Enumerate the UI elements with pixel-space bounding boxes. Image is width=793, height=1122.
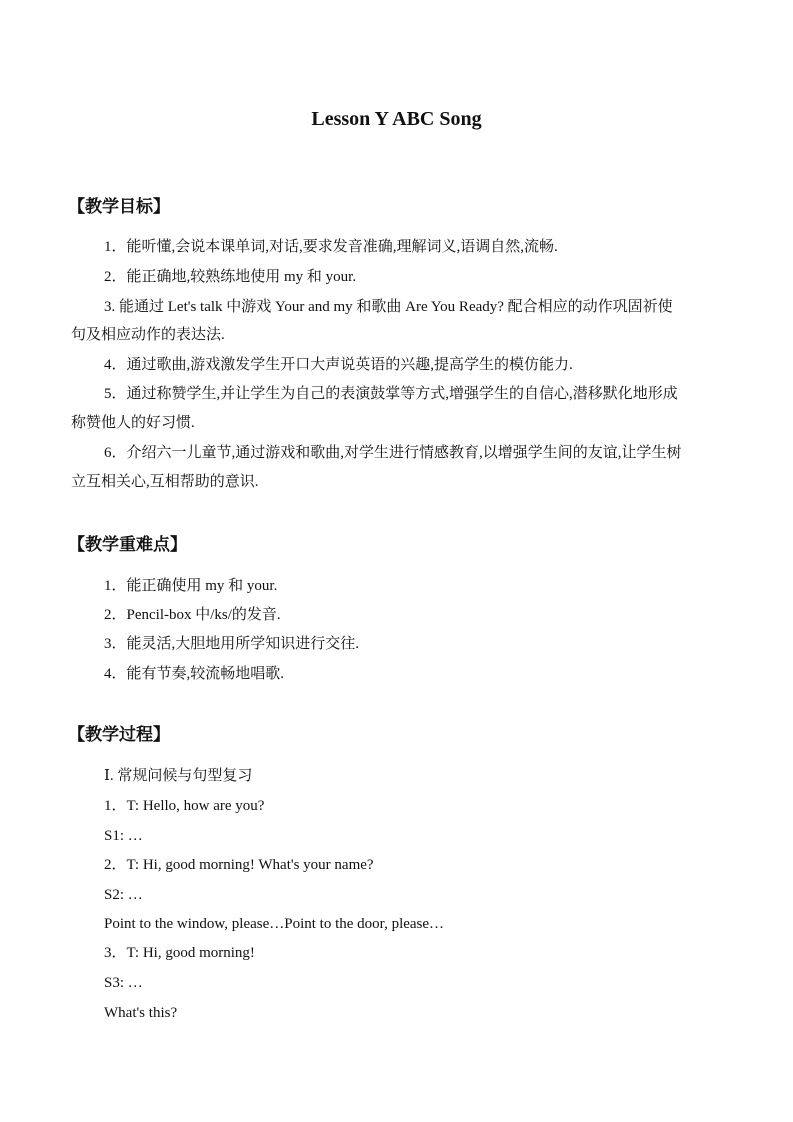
- process-line-1: Ⅰ. 常规问候与句型复习: [104, 768, 253, 784]
- objective-line-5: 5．通过称赞学生,并让学生为自己的表演鼓掌等方式,增强学生的自信心,潜移默化地形成: [104, 386, 678, 402]
- objective-line-6-cont: 立互相关心,互相帮助的意识.: [71, 474, 259, 490]
- process-line-5: S2: …: [104, 887, 143, 903]
- objective-line-5-cont: 称赞他人的好习惯.: [71, 415, 195, 431]
- objective-line-2: 2．能正确地,较熟练地使用 my 和 your.: [104, 269, 357, 285]
- key-point-line-4: 4．能有节奏,较流畅地唱歌.: [104, 666, 285, 682]
- process-line-6: Point to the window, please…Point to the door, please…: [104, 916, 445, 932]
- process-line-3: S1: …: [104, 828, 143, 844]
- process-line-4: 2．T: Hi, good morning! What's your name?: [104, 857, 374, 873]
- process-line-7: 3．T: Hi, good morning!: [104, 945, 255, 961]
- document-title: Lesson Y ABC Song: [311, 108, 482, 130]
- section-heading-key-points: 【教学重难点】: [68, 535, 187, 554]
- key-point-line-3: 3．能灵活,大胆地用所学知识进行交往.: [104, 636, 360, 652]
- objective-line-3: 3. 能通过 Let's talk 中游戏 Your and my 和歌曲 Are You Ready? 配合相应的动作巩固祈使: [104, 299, 673, 315]
- objective-line-1: 1．能听懂,会说本课单词,对话,要求发音准确,理解词义,语调自然,流畅.: [104, 239, 558, 255]
- process-line-8: S3: …: [104, 975, 143, 991]
- section-heading-objectives: 【教学目标】: [68, 197, 170, 216]
- objective-line-3-cont: 句及相应动作的表达法.: [71, 327, 225, 343]
- key-point-line-1: 1．能正确使用 my 和 your.: [104, 578, 278, 594]
- process-line-2: 1．T: Hello, how are you?: [104, 798, 265, 814]
- objective-line-6: 6．介绍六一儿童节,通过游戏和歌曲,对学生进行情感教育,以增强学生间的友谊,让学生树: [104, 445, 682, 461]
- key-point-line-2: 2．Pencil-box 中/ks/的发音.: [104, 607, 281, 623]
- process-line-9: What's this?: [104, 1005, 178, 1021]
- objective-line-4: 4．通过歌曲,游戏激发学生开口大声说英语的兴趣,提高学生的模仿能力.: [104, 357, 573, 373]
- section-heading-process: 【教学过程】: [68, 725, 170, 744]
